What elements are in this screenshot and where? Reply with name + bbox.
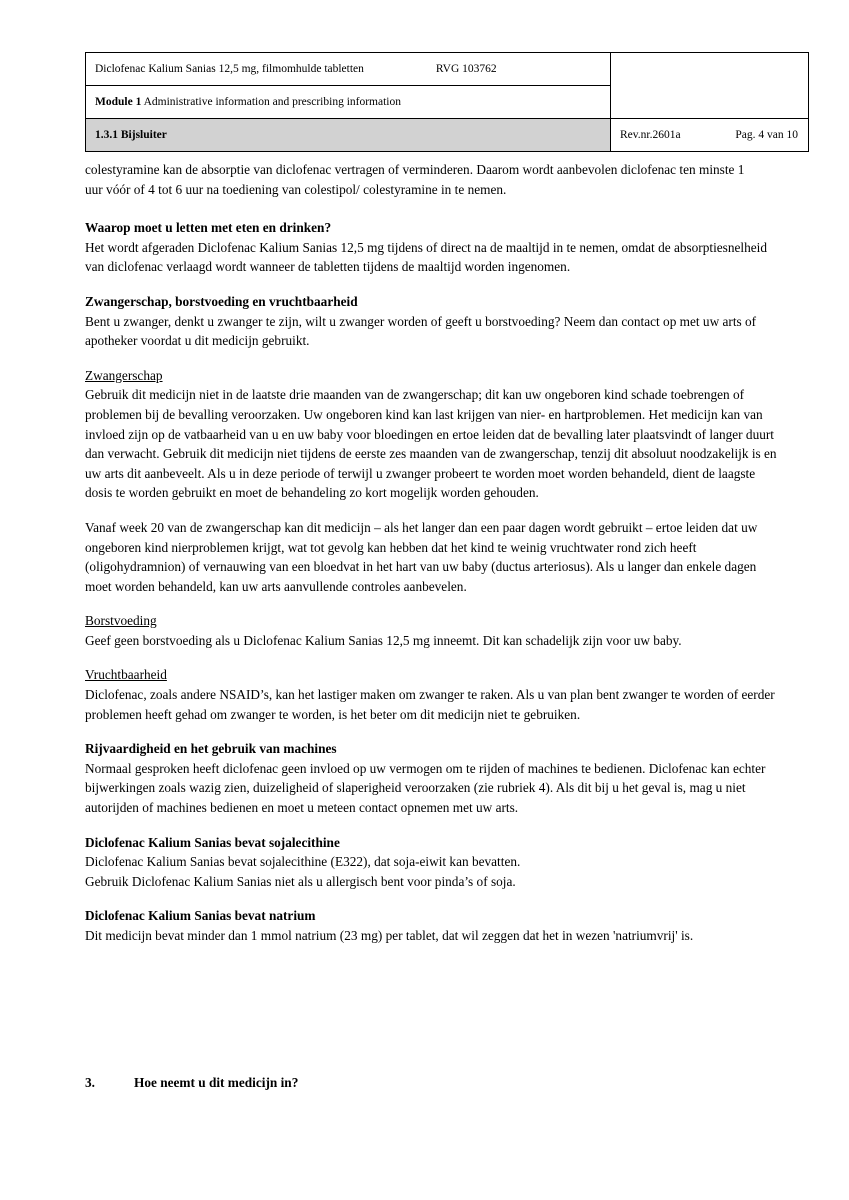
paragraph-eten-drinken: Het wordt afgeraden Diclofenac Kalium Sanias 12,5 mg tijdens of direct na de maaltijd in te nemen, omdat de absorptiesnelheid van diclofenac verlaagd wordt wanneer de tabletten tijdens de maaltijd worden ingenomen. (85, 239, 767, 275)
subheading-wrap-vruchtbaarheid (85, 665, 777, 685)
subheading-vruchtbaarheid: Vruchtbaarheid (85, 667, 167, 683)
heading-sojalecithine: Diclofenac Kalium Sanias bevat sojalecithine (85, 834, 340, 850)
module-label-text: Module 1 (95, 95, 142, 108)
spacer (85, 277, 777, 292)
spacer (85, 503, 777, 518)
product-name-text: Diclofenac Kalium Sanias 12,5 mg, filmomhulde tabletten (95, 62, 364, 75)
heading-zwangerschap-borstvoeding-vruchtbaarheid: Zwangerschap, borstvoeding en vruchtbaarheid (85, 293, 358, 309)
paragraph-natrium: Dit medicijn bevat minder dan 1 mmol natrium (23 mg) per tablet, dat wil zeggen dat het in wezen 'natriumvrij' is. (85, 928, 694, 943)
paragraph-sojalecithine-1: Diclofenac Kalium Sanias bevat sojalecithine (E322), dat soja-eiwit kan bevatten. (85, 854, 521, 870)
header-cell-empty-right (611, 53, 809, 119)
header-cell-revision (611, 119, 809, 152)
heading-natrium: Diclofenac Kalium Sanias bevat natrium (85, 908, 316, 924)
paragraph-zwangerschap-1: Gebruik dit medicijn niet in de laatste drie maanden van de zwangerschap; dit kan uw ongeboren kind schade toebrengen of problemen bij de bevalling veroorzaken. Uw ongeboren kind kan last krijgen van nier- en hartproblemen. Het medicijn kan van invloed zijn op de vatbaarheid van u en uw baby voor bloedingen en ertoe leiden dat de bevalling later plaatsvindt of langer duurt dan verwacht. Gebruik dit medicijn niet tijdens de eerste zes maanden van de zwangerschap, tenzij dit absoluut noodzakelijk is en uw arts dit aanbeveelt. Als u in deze periode of terwijl u zwanger probeert te worden moet worden behandeld, dient de laagste dosis te worden gebruikt en moet de behandeling zo kort mogelijk worden gehouden. (85, 387, 777, 501)
rvg-number-text: RVG 103762 (435, 62, 497, 75)
subheading-wrap-borstvoeding (85, 611, 777, 631)
spacer (85, 650, 777, 665)
revision-number-text: Rev.nr.2601a (620, 128, 681, 141)
heading-rijvaardigheid: Rijvaardigheid en het gebruik van machines (85, 741, 337, 757)
subheading-wrap-zwangerschap (85, 366, 777, 386)
spacer (85, 724, 777, 739)
paragraph-vruchtbaarheid: Diclofenac, zoals andere NSAID’s, kan het lastiger maken om zwanger te raken. Als u van plan bent zwanger te worden of eerder problemen heeft gehad om zwanger te worden, is het beter om dit medicijn niet te gebruiken. (85, 687, 775, 722)
intro-paragraph: colestyramine kan de absorptie van diclofenac vertragen of verminderen. Daarom wordt aanbevolen diclofenac ten minste 1 uur vóór of 4 tot 6 uur na toediening van colestipol/ colestyramine in te nemen. (85, 162, 745, 197)
header-row-product (86, 53, 809, 86)
subheading-borstvoeding: Borstvoeding (85, 613, 157, 629)
spacer (85, 199, 777, 218)
document-header-table (85, 52, 809, 152)
paragraph-zwangerschap-2: Vanaf week 20 van de zwangerschap kan dit medicijn – als het langer dan een paar dagen wordt gebruikt – ertoe leiden dat uw ongeboren kind nierproblemen krijgt, wat tot gevolg kan hebben dat het kind te weinig vruchtwater rond zich heeft (oligohydramnion) of vernauwing van een bloedvat in het hart van uw baby (ductus arteriosus). Als u langer dan enkele dagen moet worden behandeld, kan uw arts aanvullende controles aanbevelen. (85, 519, 758, 594)
page-number-text: Pag. 4 van 10 (735, 128, 798, 141)
paragraph-sojalecithine-2: Gebruik Diclofenac Kalium Sanias niet als u allergisch bent voor pinda’s of soja. (85, 873, 516, 889)
paragraph-zwangerschap-main: Bent u zwanger, denkt u zwanger te zijn, wilt u zwanger worden of geeft u borstvoeding? Neem dan contact op met uw arts of apotheker voordat u dit medicijn gebruikt. (85, 313, 757, 349)
next-section-number: 3. (85, 1075, 95, 1090)
spacer (85, 351, 777, 366)
header-cell-section-title: 1.3.1 Bijsluiter (86, 119, 611, 152)
subheading-zwangerschap: Zwangerschap (85, 367, 163, 383)
module-description-text: Administrative information and prescribing information (143, 95, 401, 108)
header-cell-module (86, 86, 611, 119)
header-cell-product (86, 53, 611, 86)
spacer (85, 818, 777, 833)
spacer (85, 596, 777, 611)
spacer (85, 891, 777, 906)
heading-eten-drinken: Waarop moet u letten met eten en drinken? (85, 220, 332, 236)
document-body (85, 160, 777, 946)
paragraph-rijvaardigheid: Normaal gesproken heeft diclofenac geen invloed op uw vermogen om te rijden of machines te bedienen. Diclofenac kan echter bijwerkingen zoals wazig zien, duizeligheid of slaperigheid veroorzaken (zie rubriek 4). Als dit bij u het geval is, mag u niet autorijden of machines bedienen en moet u meteen contact opnemen met uw arts. (85, 760, 766, 816)
next-section-title: Hoe neemt u dit medicijn in? (134, 1075, 299, 1090)
header-row-section (86, 119, 809, 152)
paragraph-borstvoeding: Geef geen borstvoeding als u Diclofenac Kalium Sanias 12,5 mg inneemt. Dit kan schadelijk zijn voor uw baby. (85, 632, 682, 648)
